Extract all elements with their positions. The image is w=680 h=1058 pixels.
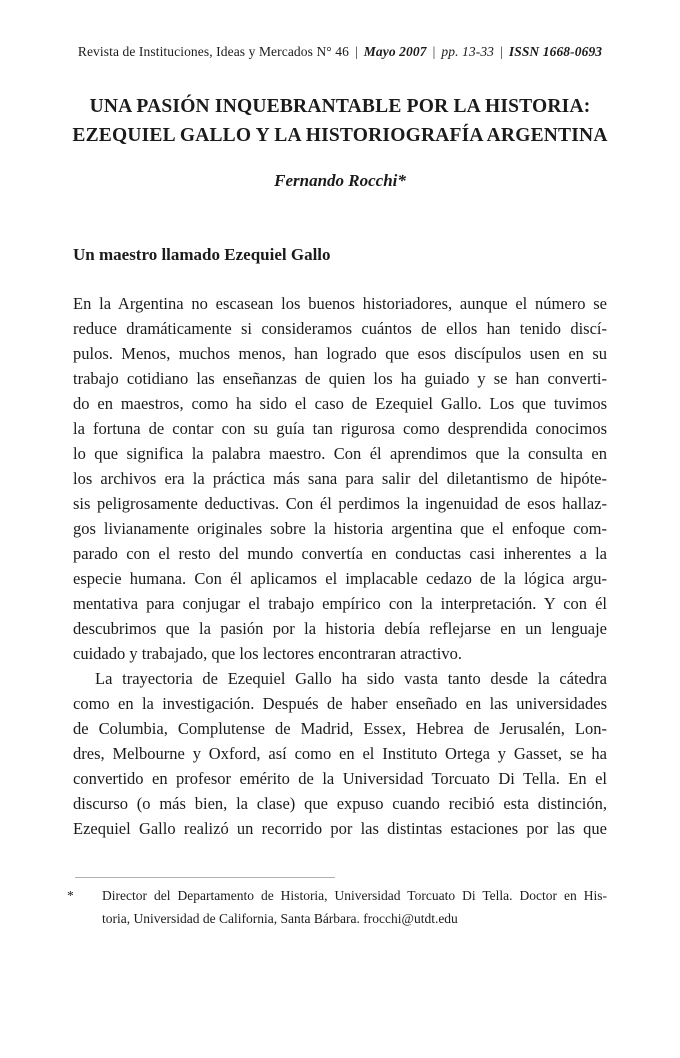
body-line: como en la investigación. Después de haber enseñado en las universidades bbox=[73, 694, 607, 713]
header-separator: | bbox=[354, 44, 358, 59]
header-separator: | bbox=[432, 44, 436, 59]
body-line: pulos. Menos, muchos menos, han logrado que esos discípulos usen en su bbox=[73, 344, 607, 363]
body-line: Ezequiel Gallo realizó un recorrido por las distintas estaciones por las que bbox=[73, 819, 607, 838]
body-line: parado con el resto del mundo convertía en conductas casi inherentes a la bbox=[73, 544, 607, 563]
journal-date: Mayo 2007 bbox=[363, 44, 427, 59]
footnote-line: toria, Universidad de California, Santa Bárbara. frocchi@utdt.edu bbox=[102, 911, 458, 926]
body-line: En la Argentina no escasean los buenos historiadores, aunque el número se bbox=[73, 294, 607, 313]
body-line: descubrimos que la pasión por la historia debía reflejarse en un lenguaje bbox=[73, 619, 607, 638]
header-separator: | bbox=[500, 44, 503, 59]
body-line: de Columbia, Complutense de Madrid, Essex, Hebrea de Jerusalén, Lon- bbox=[73, 719, 607, 738]
body-line: mentativa para conjugar el trabajo empírico con la interpretación. Y con él bbox=[73, 594, 607, 613]
body-line: cuidado y trabajado, que los lectores encontraran atractivo. bbox=[73, 644, 462, 663]
journal-name-issue: Revista de Instituciones, Ideas y Mercados N° 46 bbox=[77, 44, 349, 59]
article-body bbox=[73, 291, 607, 841]
journal-header-line bbox=[0, 44, 680, 60]
body-line: do en maestros, como ha sido el caso de Ezequiel Gallo. Los que tuvimos bbox=[73, 394, 607, 413]
footnote-separator-rule bbox=[75, 877, 335, 878]
article-title bbox=[0, 92, 680, 150]
journal-issn: ISSN 1668-0693 bbox=[508, 44, 603, 59]
section-heading: Un maestro llamado Ezequiel Gallo bbox=[73, 245, 331, 264]
body-line: sis peligrosamente deductivas. Con él perdimos la ingenuidad de esos hallaz- bbox=[73, 494, 607, 513]
article-title-line-1: UNA PASIÓN INQUEBRANTABLE POR LA HISTORIA: bbox=[89, 96, 591, 117]
article-title-line-2: EZEQUIEL GALLO Y LA HISTORIOGRAFÍA ARGENTINA bbox=[72, 125, 608, 146]
body-line: dres, Melbourne y Oxford, así como en el Instituto Ortega y Gasset, se ha bbox=[73, 744, 607, 763]
body-line: la fortuna de contar con su guía tan rigurosa como desprendida conocimos bbox=[73, 419, 607, 438]
footnote-line: Director del Departamento de Historia, Universidad Torcuato Di Tella. Doctor en His- bbox=[102, 888, 607, 903]
body-line: gos livianamente originales sobre la historia argentina que el enfoque com- bbox=[73, 519, 607, 538]
body-line: reduce dramáticamente si consideramos cuántos de ellos han tenido discí- bbox=[73, 319, 607, 338]
journal-pages: pp. 13-33 bbox=[441, 44, 495, 59]
footnote bbox=[67, 884, 607, 930]
body-line: los archivos era la práctica más sana para salir del diletantismo de hipóte- bbox=[73, 469, 607, 488]
article-author: Fernando Rocchi* bbox=[274, 171, 406, 190]
footnote-text bbox=[102, 884, 607, 930]
body-line: lo que significa la palabra maestro. Con él aprendimos que la consulta en bbox=[73, 444, 607, 463]
footnote-marker: * bbox=[67, 888, 74, 903]
body-line: trabajo cotidiano las enseñanzas de quien los ha guiado y se han converti- bbox=[73, 369, 607, 388]
body-line: La trayectoria de Ezequiel Gallo ha sido vasta tanto desde la cátedra bbox=[95, 669, 607, 688]
body-line: discurso (o más bien, la clase) que expuso cuando recibió esta distinción, bbox=[73, 794, 607, 813]
body-line: especie humana. Con él aplicamos el implacable cedazo de la lógica argu- bbox=[73, 569, 607, 588]
body-line: convertido en profesor emérito de la Universidad Torcuato Di Tella. En el bbox=[73, 769, 607, 788]
